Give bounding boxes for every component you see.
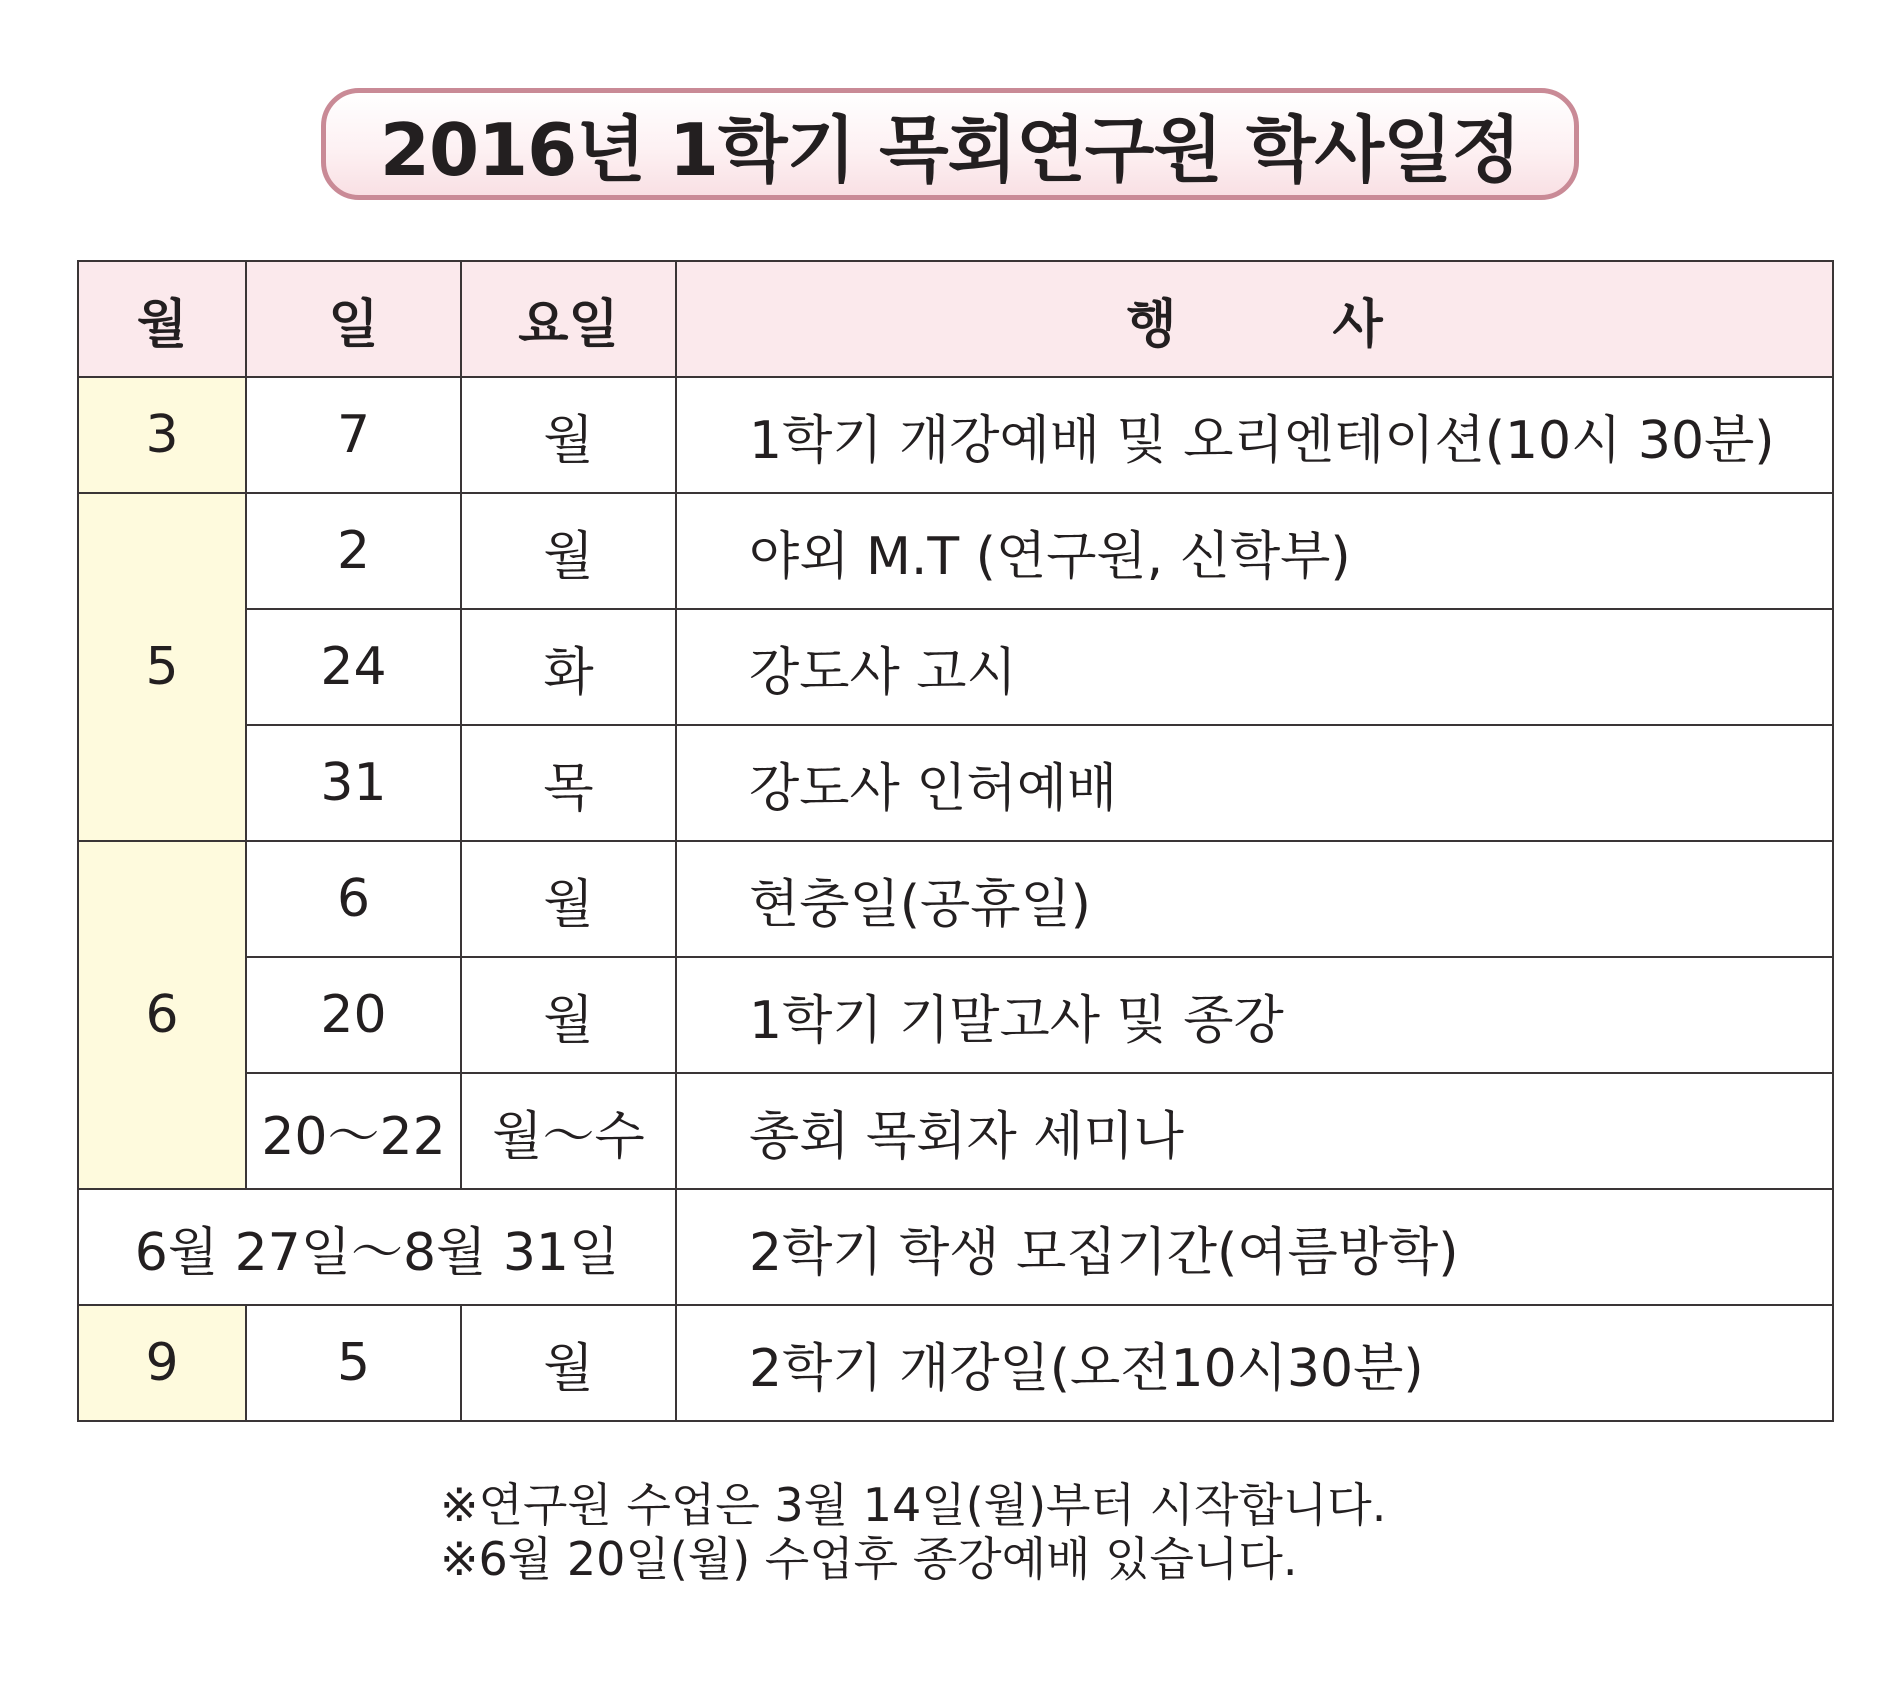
event-cell: 현충일(공휴일) [676,841,1833,957]
weekday-cell: 월～수 [461,1073,676,1189]
weekday-cell: 월 [461,1305,676,1421]
day-cell: 6 [246,841,461,957]
weekday-cell: 월 [461,493,676,609]
table-row [78,493,1833,609]
period-cell: 6월 27일～8월 31일 [78,1189,676,1305]
weekday-cell: 월 [461,841,676,957]
event-cell: 1학기 개강예배 및 오리엔테이션(10시 30분) [676,377,1833,493]
note-line: ※연구원 수업은 3월 14일(월)부터 시작합니다. [440,1478,1387,1532]
page-title: 2016년 1학기 목회연구원 학사일정 [379,108,1521,192]
event-cell: 2학기 학생 모집기간(여름방학) [676,1189,1833,1305]
title-banner [321,88,1579,200]
event-cell: 2학기 개강일(오전10시30분) [676,1305,1833,1421]
month-cell: 9 [78,1305,246,1421]
note-line: ※6월 20일(월) 수업후 종강예배 있습니다. [440,1532,1298,1586]
weekday-cell: 목 [461,725,676,841]
event-cell: 야외 M.T (연구원, 신학부) [676,493,1833,609]
day-cell: 20～22 [246,1073,461,1189]
weekday-cell: 월 [461,377,676,493]
table-row [78,1189,1833,1305]
day-cell: 2 [246,493,461,609]
table-row [78,377,1833,493]
notes [440,1478,1386,1586]
month-cell: 6 [78,841,246,1189]
month-cell: 5 [78,493,246,841]
table-row [78,841,1833,957]
day-cell: 7 [246,377,461,493]
header-month: 월 [78,261,246,377]
event-cell: 1학기 기말고사 및 종강 [676,957,1833,1073]
day-cell: 31 [246,725,461,841]
header-day: 일 [246,261,461,377]
event-cell: 총회 목회자 세미나 [676,1073,1833,1189]
month-cell: 3 [78,377,246,493]
weekday-cell: 화 [461,609,676,725]
table-header-row [78,261,1833,377]
header-event: 행 사 [676,261,1833,377]
day-cell: 5 [246,1305,461,1421]
event-cell: 강도사 고시 [676,609,1833,725]
table-row [78,957,1833,1073]
day-cell: 24 [246,609,461,725]
table-row [78,609,1833,725]
table-row [78,725,1833,841]
table-row [78,1073,1833,1189]
header-weekday: 요일 [461,261,676,377]
schedule-table [77,260,1834,1422]
event-cell: 강도사 인허예배 [676,725,1833,841]
day-cell: 20 [246,957,461,1073]
table-row [78,1305,1833,1421]
weekday-cell: 월 [461,957,676,1073]
